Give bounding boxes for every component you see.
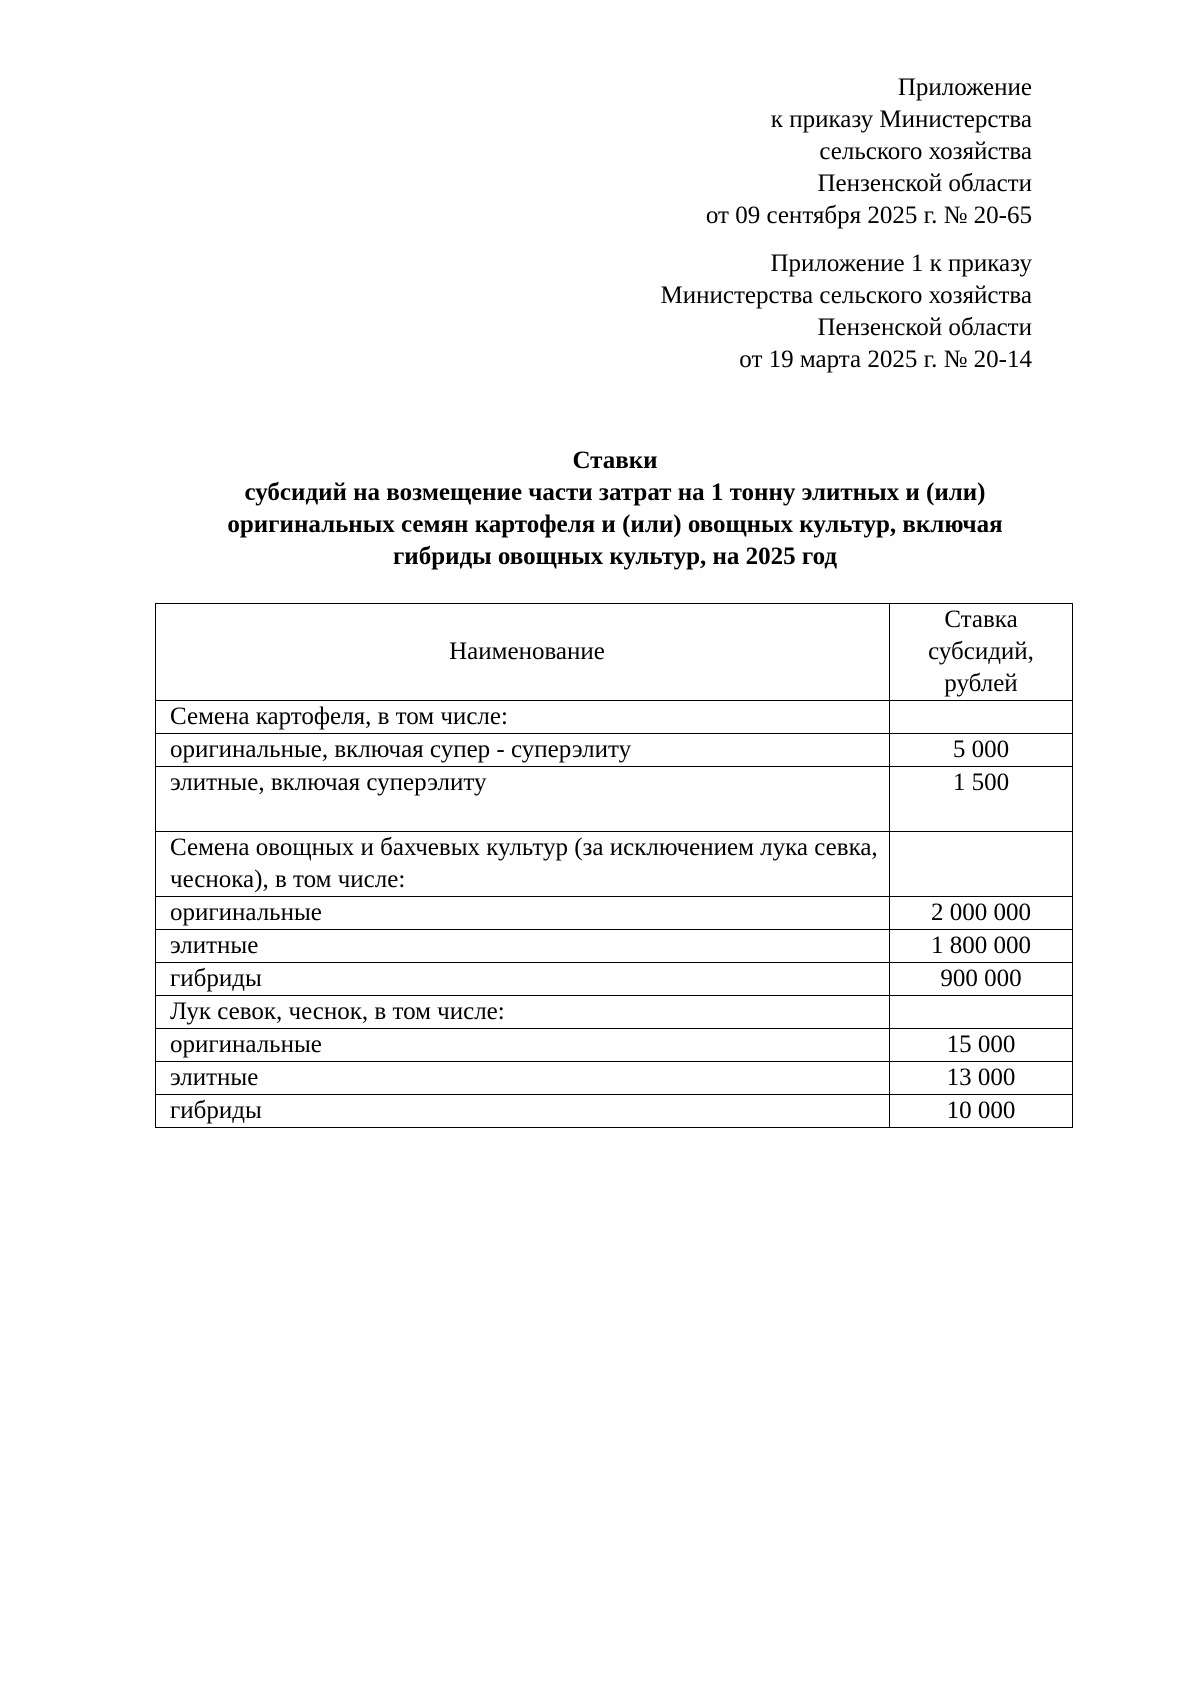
appendix-1-header-line: Министерства сельского хозяйства [660,282,1032,309]
row-name-cell: Лук севок, чеснок, в том числе: [156,996,890,1029]
table-row [156,930,1073,963]
table-row [156,963,1073,996]
row-value-cell: 1 800 000 [890,930,1073,963]
row-name-cell: гибриды [156,963,890,996]
table-row [156,1029,1073,1062]
row-value-cell: 900 000 [890,963,1073,996]
title-line: гибриды овощных культур, на 2025 год [392,543,838,570]
row-value-cell [890,701,1073,734]
appendix-1-header-line: от 19 марта 2025 г. № 20-14 [739,346,1032,373]
row-name-cell: Семена картофеля, в том числе: [156,701,890,734]
table-row [156,996,1073,1029]
document-title [155,445,1075,573]
row-name-cell: элитные [156,930,890,963]
table-row [156,767,1073,832]
row-value-cell [890,832,1073,897]
title-line: оригинальных семян картофеля и (или) овощных культур, включая [227,511,1003,538]
appendix-header-line: Пензенской области [817,170,1032,197]
row-name-cell: оригинальные [156,1029,890,1062]
appendix-1-header-line: Приложение 1 к приказу [770,250,1032,277]
row-value-cell [890,996,1073,1029]
row-name-cell: элитные [156,1062,890,1095]
appendix-header-line: к приказу Министерства [770,106,1032,133]
title-line: субсидий на возмещение части затрат на 1 тонну элитных и (или) [244,479,986,506]
row-value-cell: 10 000 [890,1095,1073,1128]
appendix-header [706,72,1032,232]
row-name-cell: элитные, включая суперэлиту [156,767,890,832]
table-row [156,1095,1073,1128]
appendix-header-line: Приложение [897,74,1032,101]
appendix-header-line: от 09 сентября 2025 г. № 20-65 [705,202,1032,229]
appendix-header-line: сельского хозяйства [819,138,1032,165]
table-row [156,897,1073,930]
table-row [156,734,1073,767]
row-value-cell: 1 500 [890,767,1073,832]
header-rate-line: Ставка [944,606,1018,633]
header-rate-line: субсидий, [928,638,1034,665]
subsidy-rates-table [155,603,1073,1128]
row-name-cell: Семена овощных и бахчевых культур (за исключением лука севка, чеснока), в том числе: [156,832,890,897]
header-name-cell: Наименование [156,604,890,701]
row-value-cell: 15 000 [890,1029,1073,1062]
row-value-cell: 5 000 [890,734,1073,767]
header-rate-line: рублей [944,670,1018,697]
row-name-cell: оригинальные [156,897,890,930]
row-name-cell: гибриды [156,1095,890,1128]
table-row [156,701,1073,734]
title-line: Ставки [572,447,658,474]
appendix-1-header [661,248,1032,376]
table-header-row [156,604,1073,701]
row-name-cell: оригинальные, включая супер - суперэлиту [156,734,890,767]
row-value-cell: 13 000 [890,1062,1073,1095]
table-row [156,1062,1073,1095]
header-rate-cell [890,604,1073,701]
appendix-1-header-line: Пензенской области [817,314,1032,341]
table-row [156,832,1073,897]
row-value-cell: 2 000 000 [890,897,1073,930]
